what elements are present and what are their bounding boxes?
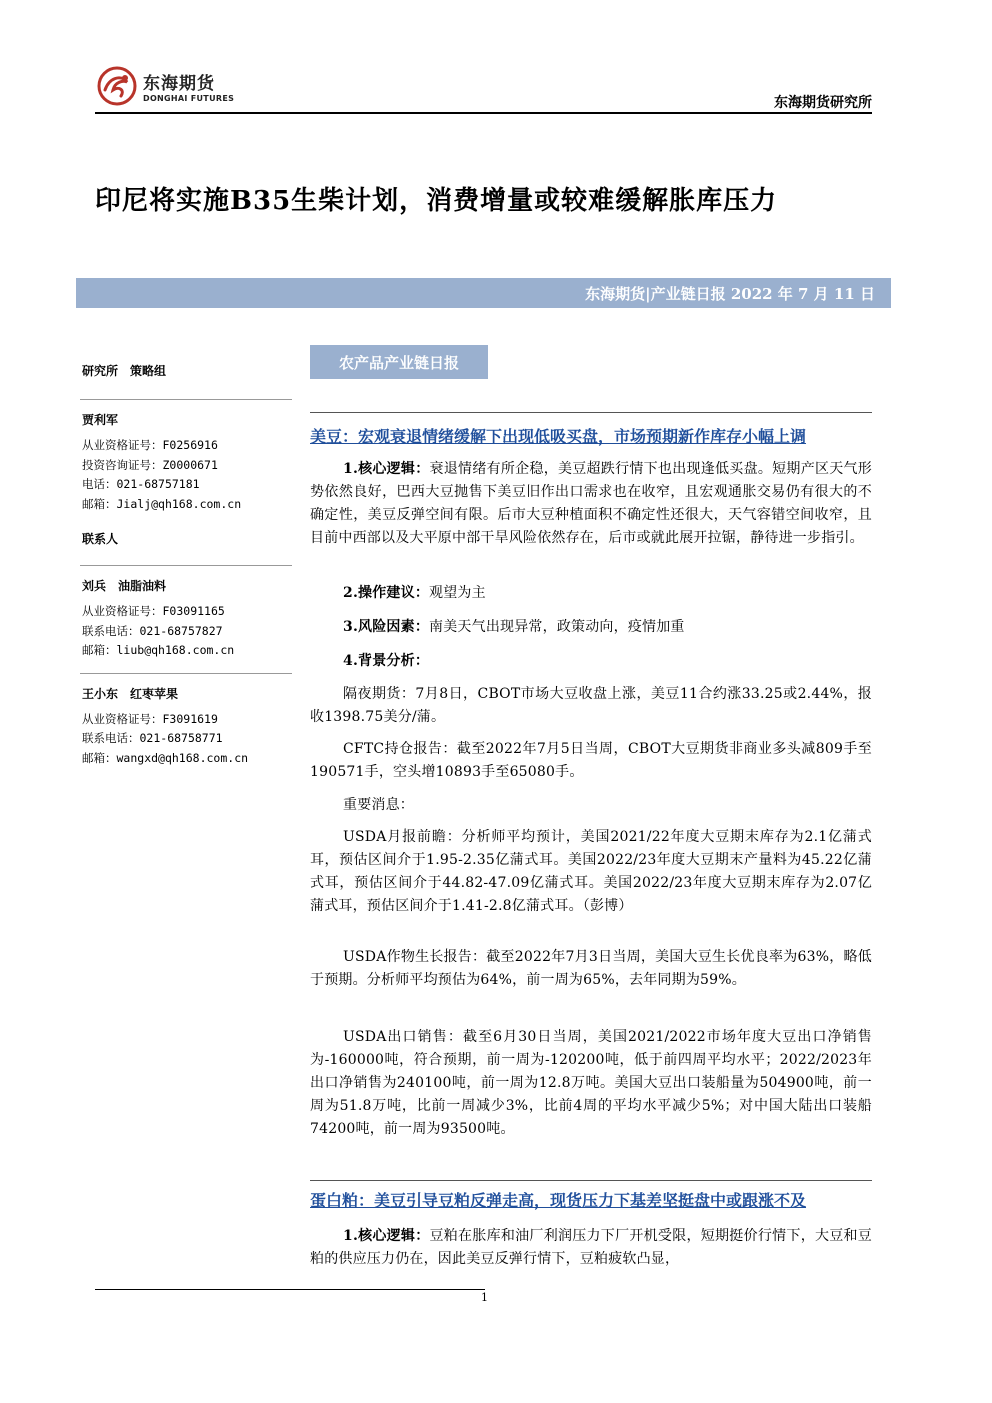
contact1-email: 邮箱：liub@qh168.com.cn: [82, 643, 235, 657]
author-sidebar: [80, 362, 292, 768]
soybean-risk: [310, 616, 872, 639]
institute-name: 东海期货研究所: [774, 95, 872, 111]
logo-english-text: DONGHAI FUTURES: [143, 94, 235, 103]
soybean-background-heading: [310, 650, 872, 673]
contacts-label: 联系人: [82, 532, 119, 546]
soybean-advice: [310, 582, 872, 605]
news-heading: 重要消息：: [343, 797, 414, 813]
sidebar-divider: [80, 399, 292, 400]
company-logo: [95, 62, 235, 110]
core-logic-label: 1.核心逻辑：: [343, 461, 430, 477]
soybean-section-title: 美豆：宏观衰退情绪缓解下出现低吸买盘，市场预期新作库存小幅上调: [310, 427, 807, 446]
contact1-cert: 从业资格证号：F03091165: [82, 604, 225, 618]
logo-chinese-text: 东海期货: [143, 74, 215, 94]
contact2-cert: 从业资格证号：F3091619: [82, 711, 218, 726]
header-divider: [95, 112, 872, 114]
overnight-futures-paragraph: 隔夜期货：7月8日，CBOT市场大豆收盘上涨，美豆11合约涨33.25或2.44%，报收1398.75美分/蒲。: [310, 686, 872, 725]
meal-section-title: 蛋白粕：美豆引导豆粕反弹走高，现货压力下基差坚挺盘中或跟涨不及: [310, 1191, 807, 1210]
report-title: 印尼将实施B35生柴计划，消费增量或较难缓解胀库压力: [95, 186, 778, 216]
analyst-email: 邮箱：Jialj@qh168.com.cn: [82, 496, 242, 511]
analyst-phone: 电话：021-68757181: [82, 477, 200, 491]
footer-divider: [95, 1289, 485, 1290]
section-divider: [310, 1180, 872, 1181]
usda-export-paragraph: USDA出口销售：截至6月30日当周，美国2021/2022市场年度大豆出口净销售为-160000吨，符合预期，前一周为-120200吨，低于前四周平均水平；2022/2023年出口净销售为240100吨，前一周为12.8万吨。美国大豆出口装船量为504900吨，前一周为51.8万吨，比前一周减少3%，比前4周的平均水平减少5%；对中国大陆出口装船74200吨，前一周为93500吨。: [310, 1029, 872, 1137]
department-label: 研究所 策略组: [82, 364, 167, 378]
advice-label: 2.操作建议：: [343, 585, 430, 601]
cftc-paragraph: CFTC持仓报告：截至2022年7月5日当周，CBOT大豆期货非商业多头减809手至190571手，空头增10893手至65080手。: [310, 741, 872, 780]
risk-text: 南美天气出现异常，政策动向，疫情加重: [429, 619, 685, 635]
usda-crop-paragraph: USDA作物生长报告：截至2022年7月3日当周，美国大豆生长优良率为63%，略低于预期。分析师平均预估为64%，前一周为65%，去年同期为59%。: [310, 949, 872, 988]
sidebar-divider: [80, 673, 292, 674]
contact1-phone: 联系电话：021-68757827: [82, 623, 223, 638]
report-banner: 东海期货|产业链日报 2022 年 7 月 11 日: [76, 278, 891, 308]
meal-logic-label: 1.核心逻辑：: [343, 1228, 430, 1244]
contact2-phone: 联系电话：021-68758771: [82, 731, 223, 745]
analyst-cert: 从业资格证号：F0256916: [82, 438, 218, 452]
risk-label: 3.风险因素：: [343, 619, 430, 635]
meal-core-logic: [310, 1225, 872, 1271]
soybean-core-logic: [310, 458, 872, 550]
usda-preview-paragraph: USDA月报前瞻：分析师平均预计，美国2021/22年度大豆期末库存为2.1亿蒲式耳，预估区间介于1.95-2.35亿蒲式耳。美国2022/23年度大豆期末产量料为45.22亿蒲式耳，预估区间介于44.82-47.09亿蒲式耳。美国2022/23年度大豆期末库存为2.07亿蒲式耳，预估区间介于1.41-2.8亿蒲式耳。（彭博）: [310, 829, 872, 914]
background-label: 4.背景分析：: [343, 653, 430, 669]
dragon-logo-icon: [95, 64, 139, 108]
meal-logic-text: 豆粕在胀库和油厂利润压力下厂开机受限，短期挺价行情下，大豆和豆粕的供应压力仍在，因此美豆反弹行情下，豆粕疲软凸显，: [310, 1228, 873, 1267]
analyst-consult-cert: 投资咨询证号：Z0000671: [82, 457, 218, 472]
page-number: 1: [481, 1291, 488, 1304]
section-divider: [310, 412, 872, 413]
advice-text: 观望为主: [429, 585, 486, 601]
analyst-name: 贾利军: [82, 413, 119, 427]
contact1-name: 刘兵 油脂油料: [82, 579, 167, 593]
sidebar-divider: [80, 565, 292, 566]
core-logic-text: 衰退情绪有所企稳，美豆超跌行情下也出现逢低买盘。短期产区天气形势依然良好，巴西大豆抛售下美豆旧作出口需求也在收窄，且宏观通胀交易仍有很大的不确定性，美豆反弹空间有限。后市大豆种植面积不确定性还很大，天气容错空间收窄，且目前中西部以及大平原中部干旱风险依然存在，后市或就此展开拉锯，静待进一步指引。: [310, 461, 873, 546]
contact2-email: 邮箱：wangxd@qh168.com.cn: [82, 750, 249, 765]
contact2-name: 王小东 红枣苹果: [82, 686, 179, 701]
section-tag: 农产品产业链日报: [310, 345, 488, 379]
